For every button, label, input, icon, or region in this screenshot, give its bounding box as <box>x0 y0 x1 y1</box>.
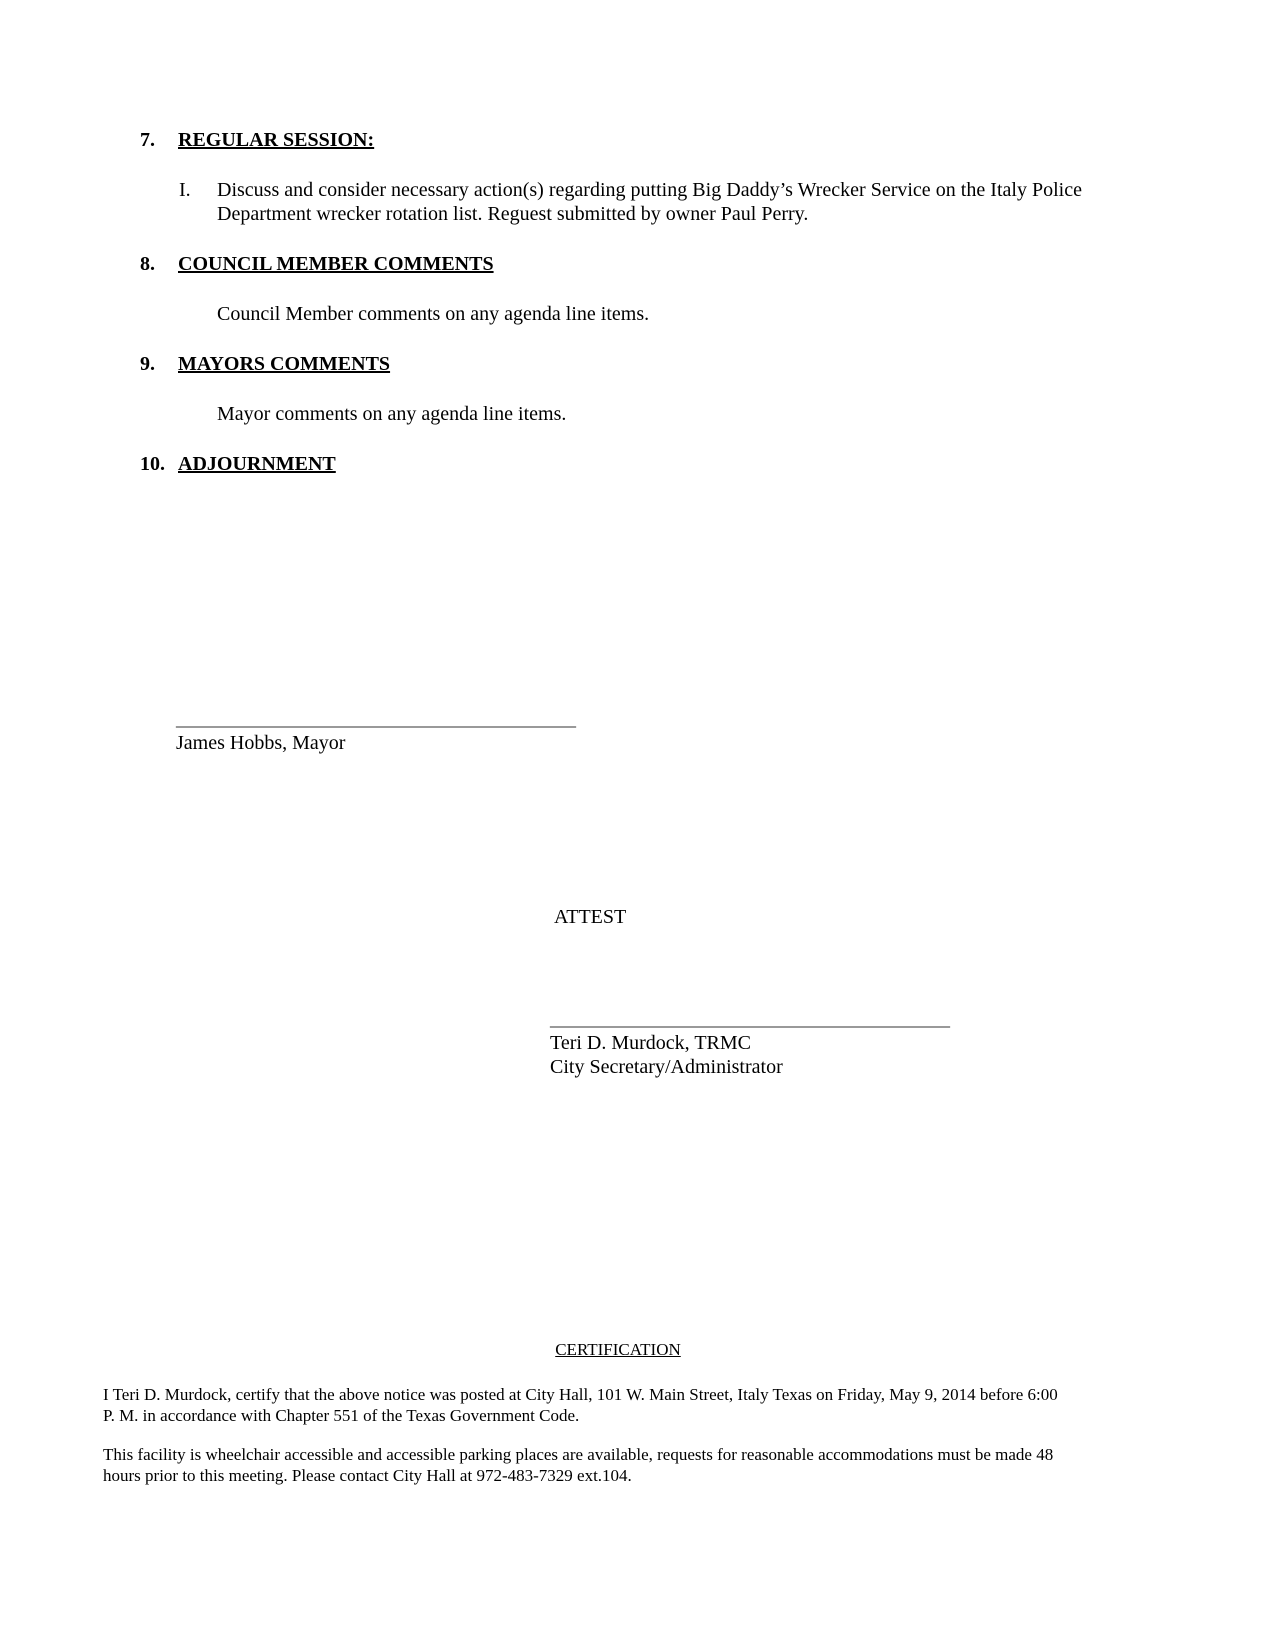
agenda-item-7-sub-item <box>140 178 1122 226</box>
agenda-item-7-heading: REGULAR SESSION: <box>178 129 375 151</box>
agenda-item-8-number: 8. <box>140 253 155 275</box>
mayor-signature-block <box>176 707 576 755</box>
secretary-signature-title: City Secretary/Administrator <box>550 1056 783 1078</box>
secretary-signature-line: ________________________________________ <box>550 1008 950 1030</box>
agenda-item-9-heading-row <box>140 352 1122 376</box>
mayor-signature-name: James Hobbs, Mayor <box>176 732 346 754</box>
secretary-signature-block <box>550 1007 950 1079</box>
agenda-item-7-sub-label: I. <box>179 179 191 201</box>
certification-accessibility-text: This facility is wheelchair accessible and accessible parking places are available, requests for reasonable accommodations must be made 48 hours prior to this meeting. Please contact City Hall at 972-483-7329 ext.104. <box>103 1445 1054 1485</box>
agenda-item-10-number: 10. <box>140 453 165 475</box>
agenda-item-10-heading-row <box>140 452 1122 476</box>
agenda-item-7-heading-row <box>140 128 1122 152</box>
attest-label: ATTEST <box>554 906 627 928</box>
agenda-item-8-body: Council Member comments on any agenda line items. <box>217 303 650 325</box>
agenda-item-10-heading: ADJOURNMENT <box>178 453 336 475</box>
certification-heading: CERTIFICATION <box>555 1340 681 1359</box>
agenda-section <box>140 128 1122 476</box>
certification-posting-text: I Teri D. Murdock, certify that the above notice was posted at City Hall, 101 W. Main Street, Italy Texas on Friday, May 9, 2014 before 6:00 P. M. in accordance with Chapter 551 of the Texas Government Code. <box>103 1385 1058 1425</box>
agenda-item-8-heading-row <box>140 252 1122 276</box>
certification-section <box>103 1384 1063 1486</box>
agenda-item-8-heading: COUNCIL MEMBER COMMENTS <box>178 253 494 275</box>
mayor-signature-line: ________________________________________ <box>176 708 576 730</box>
agenda-item-7-number: 7. <box>140 129 155 151</box>
agenda-item-9-number: 9. <box>140 353 155 375</box>
agenda-item-9-body: Mayor comments on any agenda line items. <box>217 403 567 425</box>
secretary-signature-name: Teri D. Murdock, TRMC <box>550 1032 751 1054</box>
agenda-item-9-heading: MAYORS COMMENTS <box>178 353 391 375</box>
agenda-item-7-sub-text: Discuss and consider necessary action(s) regarding putting Big Daddy’s Wrecker Service on the Italy Police Department wrecker rotation list. Reguest submitted by owner Paul Perry. <box>217 179 1082 225</box>
